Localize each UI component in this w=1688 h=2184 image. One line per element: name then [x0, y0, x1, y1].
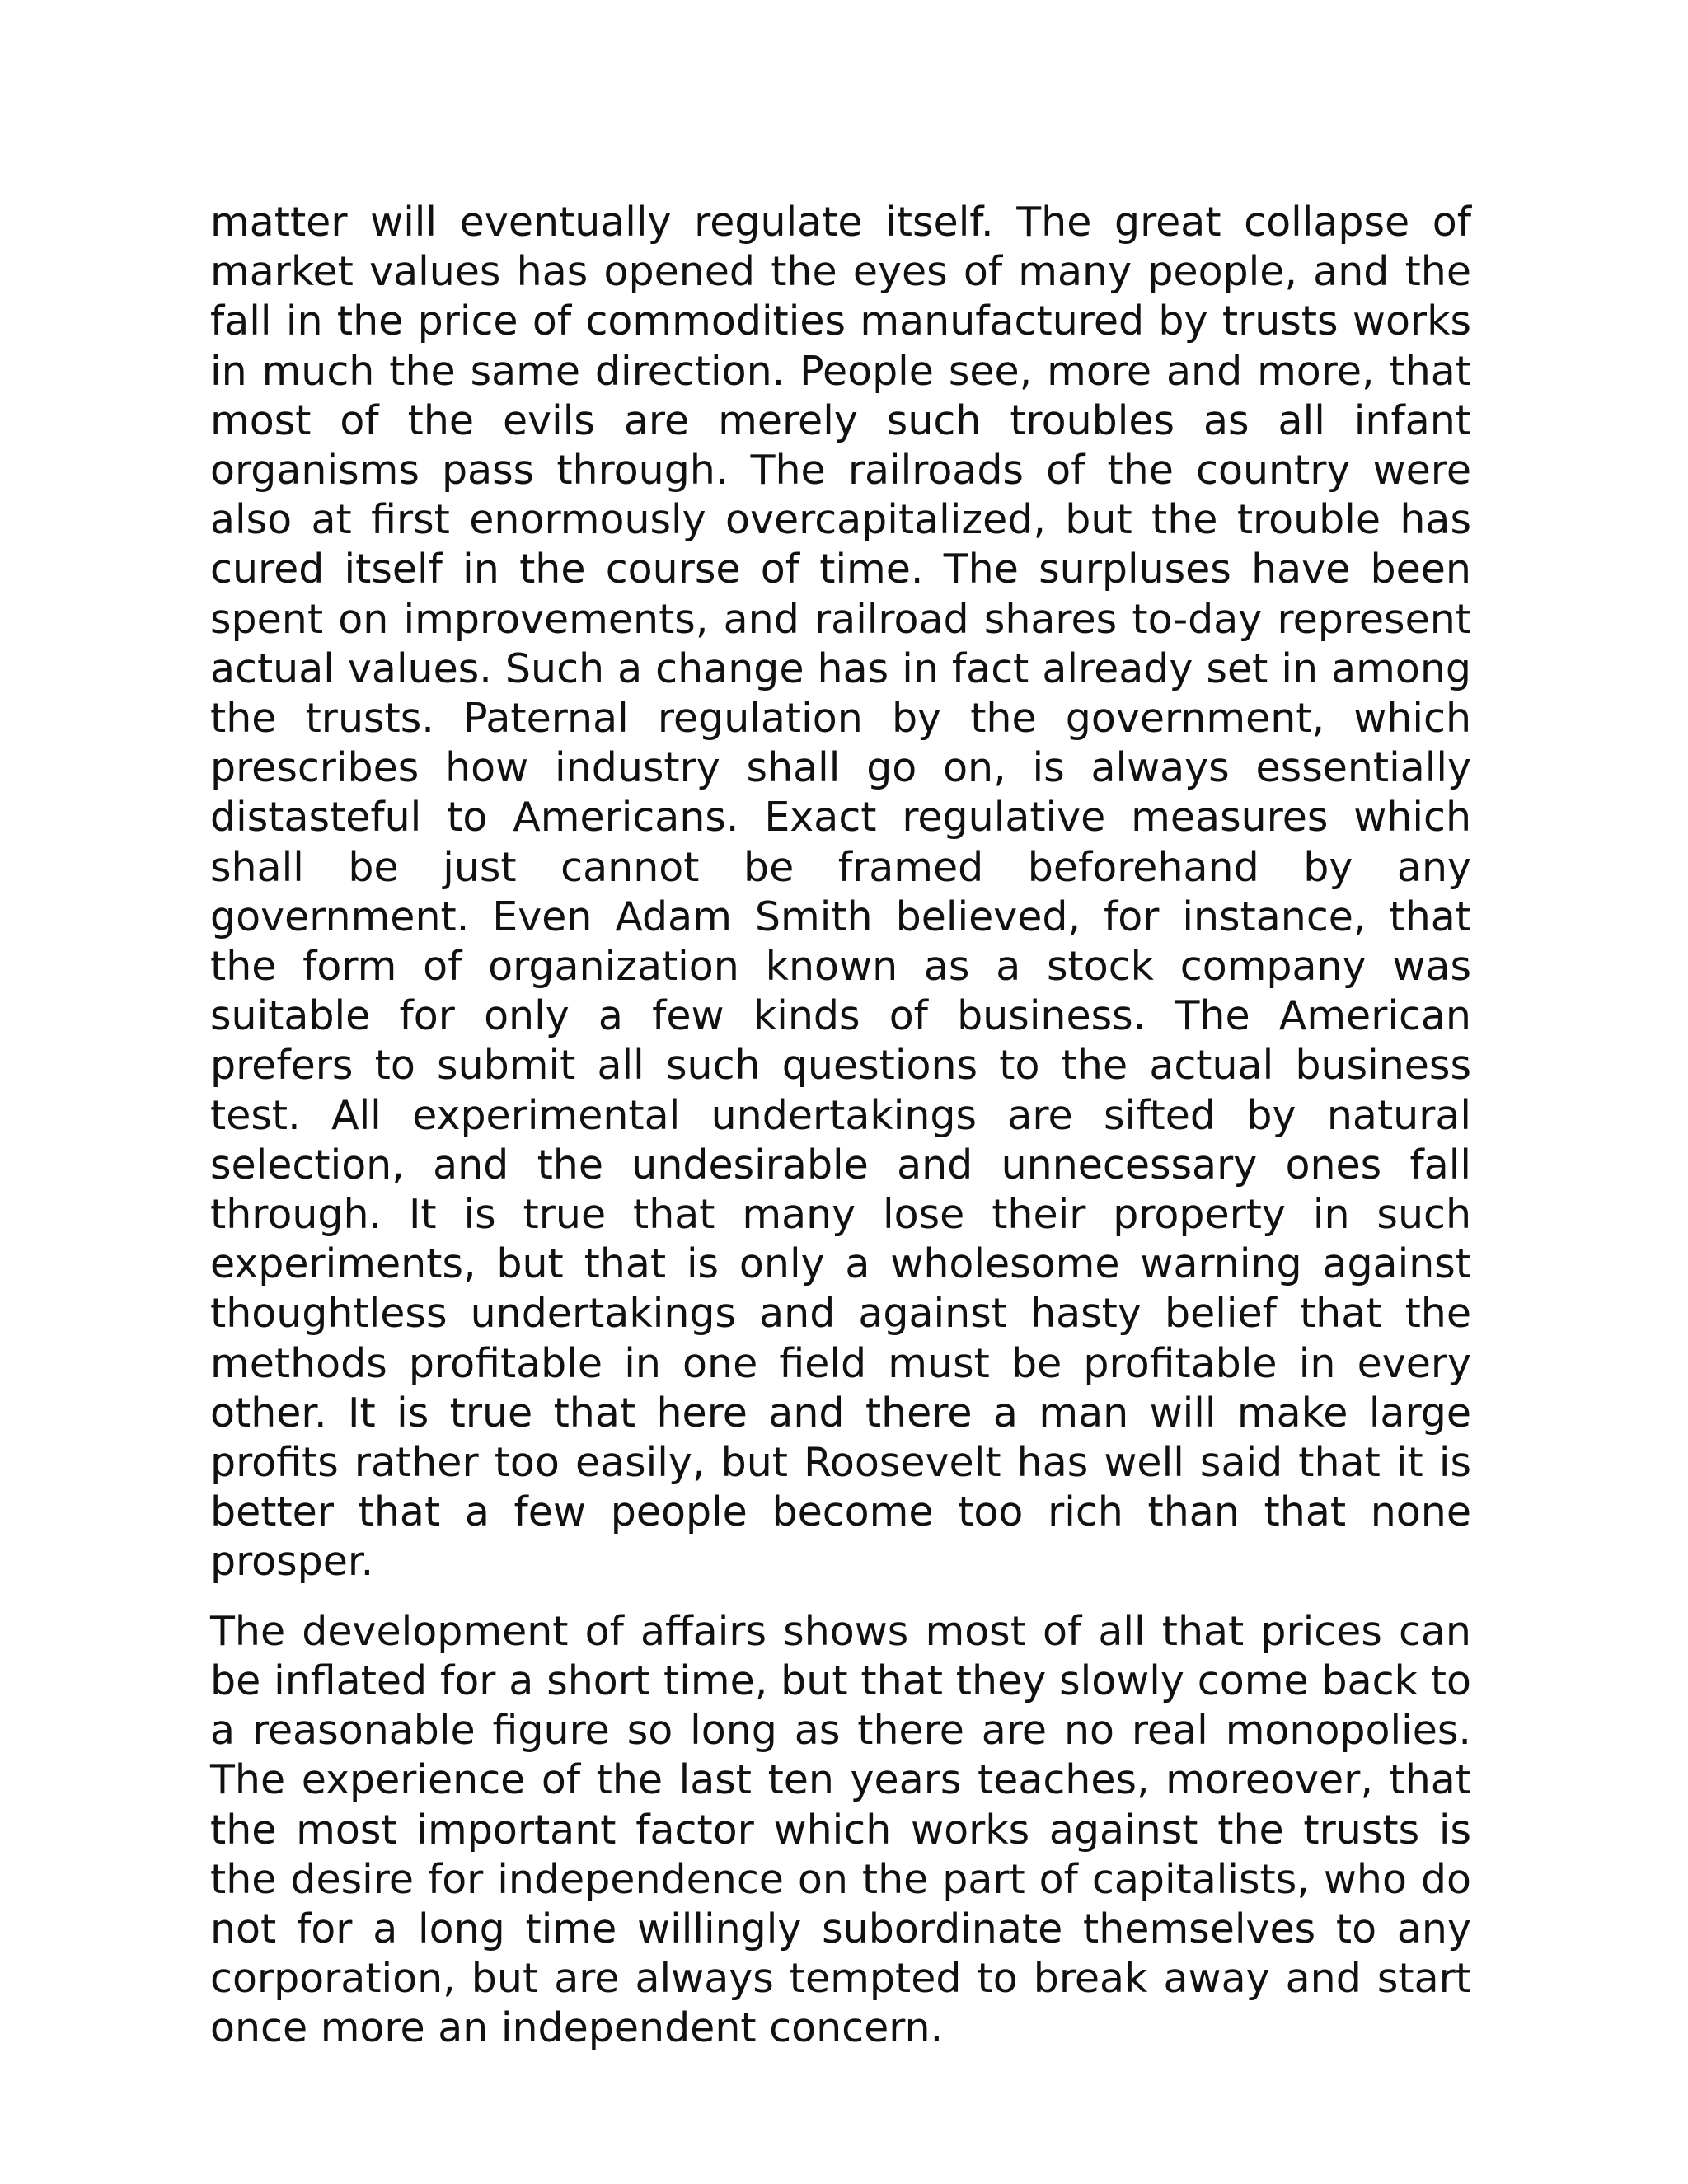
body-paragraph-2: The development of affairs shows most of all that prices can be inflated for a short time, but that they slowly come back to a reasonable figure so long as there are no real monopolies. The experience of the last ten years teaches, moreover, that the most important factor which works against the trusts is the desire for independence on the part of capitalists, who do not for a long time willingly subordinate themselves to any corporation, but are always tempted to break away and start once more an independent concern.	[210, 1607, 1471, 2052]
body-paragraph-1: matter will eventually regulate itself. The great collapse of market values has opened the eyes of many people, and the fall in the price of commodities manufactured by trusts works in much the same direction. People see, more and more, that most of the evils are merely such troubles as all infant organisms pass through. The railroads of the country were also at first enormously overcapitalized, but the trouble has cured itself in the course of time. The surpluses have been spent on improvements, and railroad shares to-day represent actual values. Such a change has in fact already set in among the trusts. Paternal regulation by the government, which prescribes how industry shall go on, is always essentially distasteful to Americans. Exact regulative measures which shall be just cannot be framed beforehand by any government. Even Adam Smith believed, for instance, that the form of organization known as a stock company was suitable for only a few kinds of business. The American prefers to submit all such questions to the actual business test. All experimental undertakings are sifted by natural selection, and the undesirable and unnecessary ones fall through. It is true that many lose their property in such experiments, but that is only a wholesome warning against thoughtless undertakings and against hasty belief that the methods profitable in one field must be profitable in every other. It is true that here and there a man will make large profits rather too easily, but Roosevelt has well said that it is better that a few people become too rich than that none prosper.	[210, 199, 1471, 1586]
document-page	[210, 198, 1471, 2054]
